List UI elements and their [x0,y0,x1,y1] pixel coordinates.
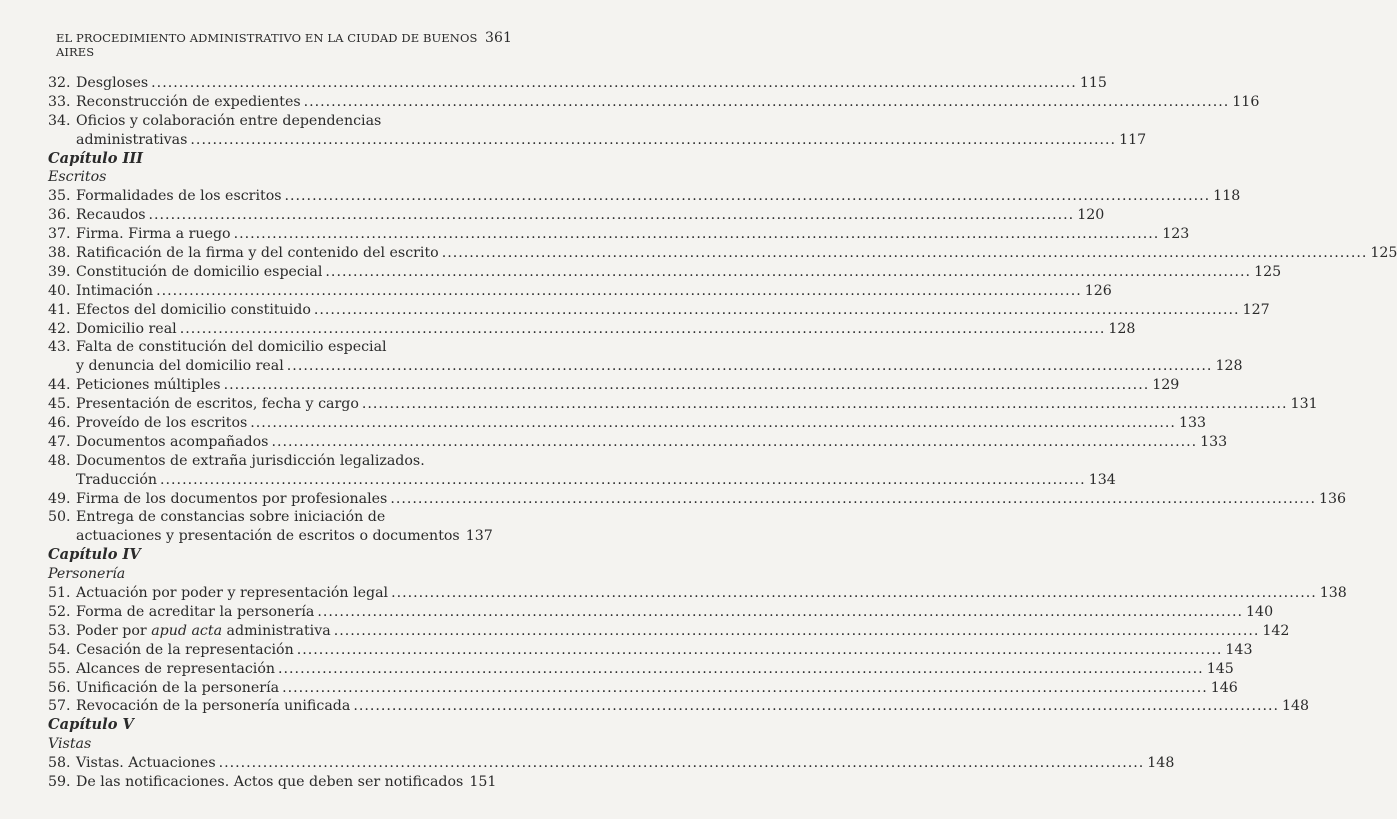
entry-number: 35. [48,188,71,205]
entry-number: 55. [48,660,71,677]
entry-title: Formalidades de los escritos [76,188,282,205]
dot-leader [219,754,1145,773]
entry-title: Forma de acreditar la personería [76,603,315,620]
entry-number: 32. [48,75,71,91]
entry-page: 131 [1290,396,1318,413]
entry-body [76,452,490,471]
toc-entry-continuation [48,357,1243,376]
entry-page: 125 [1370,245,1397,262]
dot-leader [156,282,1082,301]
entry-body [76,622,1290,641]
entry-number: 39. [48,263,71,280]
entry-body [76,376,1180,395]
toc-entry [48,263,1282,282]
section-heading: Personería [48,566,126,583]
entry-title: Recaudos [76,207,146,224]
toc-entry [48,754,1175,773]
entry-body [76,187,1241,206]
entry-page: 115 [1079,75,1107,91]
section-heading: Vistas [48,736,92,753]
entry-body [76,206,1105,225]
entry-number: 42. [48,320,71,337]
toc-entry [48,206,1105,225]
toc-entry [48,490,1347,509]
toc-entry [48,414,1207,433]
entry-number: 41. [48,301,71,318]
entry-number: 37. [48,226,71,243]
toc-entry-continuation [48,471,1116,490]
entry-body [76,244,1397,263]
entry-title: Documentos acompañados [76,433,269,450]
entry-body [76,603,1274,622]
toc-entry [48,244,1397,263]
entry-body [76,357,1243,376]
toc-entry [48,93,1260,112]
entry-number: 33. [48,93,71,110]
entry-number: 49. [48,490,71,507]
entry-page: 125 [1254,263,1282,280]
table-of-contents [48,74,1397,792]
dot-leader [362,395,1288,414]
entry-title: Vistas. Actuaciones [76,755,216,772]
entry-page: 148 [1147,755,1175,772]
entry-number: 46. [48,415,71,432]
entry-page: 137 [465,528,493,545]
toc-entry-continuation [48,527,493,546]
dot-leader [160,471,1086,490]
entry-body [76,320,1136,339]
dot-leader [278,660,1204,679]
entry-number: 38. [48,245,71,262]
entry-page: 118 [1213,188,1241,205]
toc-entry [48,282,1112,301]
chapter-heading: Capítulo III [48,149,144,167]
entry-title: De las notificaciones. Actos que deben ser notificados [76,773,464,790]
entry-body [76,679,1238,698]
entry-body [76,112,490,131]
entry-number: 54. [48,641,71,658]
dot-leader [325,263,1251,282]
entry-body [76,697,1310,716]
entry-page: 116 [1232,93,1260,110]
entry-title-continuation: actuaciones y presentación de escritos o documentos [76,528,460,545]
entry-body [76,74,1107,93]
toc-entry [48,112,490,131]
entry-page: 146 [1210,679,1238,696]
entry-title: Cesación de la representación [76,641,294,658]
toc-entry [48,395,1318,414]
entry-title-continuation: administrativas [76,131,188,148]
entry-page: 145 [1206,660,1234,677]
entry-page: 123 [1162,226,1190,243]
entry-page: 128 [1215,358,1243,375]
dot-leader [149,206,1075,225]
entry-number: 56. [48,679,71,696]
toc-entry [48,641,1253,660]
entry-page: 133 [1178,415,1207,432]
toc-entry [48,679,1238,698]
dot-leader [391,584,1317,603]
toc-entry [48,376,1180,395]
entry-number: 48. [48,452,71,469]
entry-title: Efectos del domicilio constituido [76,301,311,318]
entry-title: Reconstrucción de expedientes [76,93,301,110]
chapter-heading: Capítulo IV [48,546,141,564]
toc-entry [48,452,490,471]
dot-leader [442,244,1368,263]
toc-entry [48,187,1241,206]
entry-body [76,263,1282,282]
dot-leader [151,74,1077,93]
dot-leader [353,697,1279,716]
entry-body [76,414,1207,433]
entry-title: Peticiones múltiples [76,377,221,394]
toc-entry [48,508,490,527]
dot-leader [190,131,1116,150]
entry-title: Intimación [76,282,154,299]
entry-title: Presentación de escritos, fecha y cargo [76,396,359,413]
entry-title-continuation: y denuncia del domicilio real [76,358,284,375]
toc-entry [48,74,1107,93]
entry-body [76,282,1112,301]
entry-body [76,490,1347,509]
entry-body [76,131,1147,150]
entry-body [76,301,1270,320]
entry-number: 36. [48,207,71,224]
toc-entry [48,320,1136,339]
entry-title: Domicilio real [76,320,177,337]
toc-entry [48,433,1228,452]
entry-page: 117 [1119,131,1147,148]
entry-body [76,395,1318,414]
dot-leader [271,433,1197,452]
dot-leader [314,301,1240,320]
entry-number: 34. [48,112,71,129]
entry-page: 136 [1318,490,1347,507]
dot-leader [285,187,1211,206]
entry-page: 148 [1282,698,1310,715]
running-header [56,30,512,59]
entry-page: 143 [1225,641,1253,658]
dot-leader [334,622,1260,641]
entry-title: Actuación por poder y representación legal [76,585,389,602]
entry-body [76,527,493,546]
entry-number: 40. [48,282,71,299]
entry-body [76,773,497,792]
entry-title: Alcances de representación [76,660,276,677]
entry-title: Constitución de domicilio especial [76,263,323,280]
entry-title: Unificación de la personería [76,679,280,696]
dot-leader [282,679,1208,698]
toc-entry [48,773,497,792]
entry-number: 45. [48,396,71,413]
entry-body [76,641,1253,660]
entry-title: Firma. Firma a ruego [76,226,231,243]
entry-body [76,225,1190,244]
entry-page: 151 [469,773,497,790]
entry-page: 140 [1246,603,1274,620]
entry-page: 127 [1242,301,1270,318]
entry-number: 57. [48,698,71,715]
dot-leader [234,225,1160,244]
toc-entry [48,225,1190,244]
toc-entry-continuation [48,131,1147,150]
entry-body [76,93,1260,112]
entry-number: 44. [48,377,71,394]
entry-title-continuation: Traducción [76,471,158,488]
entry-number: 50. [48,509,71,526]
toc-entry [48,338,490,357]
entry-page: 134 [1088,471,1116,488]
dot-leader [297,641,1223,660]
entry-body [76,754,1175,773]
dot-leader [304,93,1230,112]
section-heading: Escritos [48,169,107,186]
dot-leader [287,357,1213,376]
dot-leader [317,603,1243,622]
chapter-heading: Capítulo V [48,716,134,734]
dot-leader [250,414,1176,433]
entry-number: 53. [48,622,71,639]
toc-entry [48,622,1290,641]
toc-entry [48,301,1270,320]
latin-phrase: apud acta [151,622,223,639]
entry-body [76,584,1347,603]
entry-title: Ratificación de la firma y del contenido del escrito [76,245,439,262]
entry-page: 128 [1108,320,1136,337]
entry-title: Revocación de la personería unificada [76,698,351,715]
entry-page: 126 [1084,282,1112,299]
entry-title: Entrega de constancias sobre iniciación de [76,509,386,526]
entry-title: Desgloses [76,75,149,91]
entry-number: 59. [48,773,71,790]
entry-number: 51. [48,585,71,602]
entry-title: Documentos de extraña jurisdicción legalizados. [76,452,425,469]
dot-leader [390,490,1316,509]
entry-page: 120 [1077,207,1105,224]
entry-title: Oficios y colaboración entre dependencias [76,112,382,129]
entry-number: 58. [48,755,71,772]
dot-leader [224,376,1150,395]
toc-entry [48,584,1347,603]
entry-number: 47. [48,433,71,450]
toc-entry [48,603,1274,622]
running-title: EL PROCEDIMIENTO ADMINISTRATIVO EN LA CIUDAD DE BUENOS AIRES [56,31,478,59]
entry-body [76,508,490,527]
entry-body [76,338,490,357]
entry-body [76,471,1116,490]
dot-leader [180,320,1106,339]
entry-title: Firma de los documentos por profesionales [76,490,388,507]
entry-page: 129 [1152,377,1180,394]
entry-body [76,660,1234,679]
toc-entry [48,660,1234,679]
entry-number: 52. [48,603,71,620]
page-number: 361 [484,30,512,46]
entry-page: 133 [1200,433,1228,450]
entry-title: Falta de constitución del domicilio especial [76,339,387,356]
entry-title: Poder por apud acta administrativa [76,622,331,639]
entry-page: 138 [1319,585,1347,602]
entry-title: Proveído de los escritos [76,415,248,432]
entry-page: 142 [1262,622,1290,639]
toc-entry [48,697,1310,716]
entry-body [76,433,1228,452]
entry-number: 43. [48,339,71,356]
